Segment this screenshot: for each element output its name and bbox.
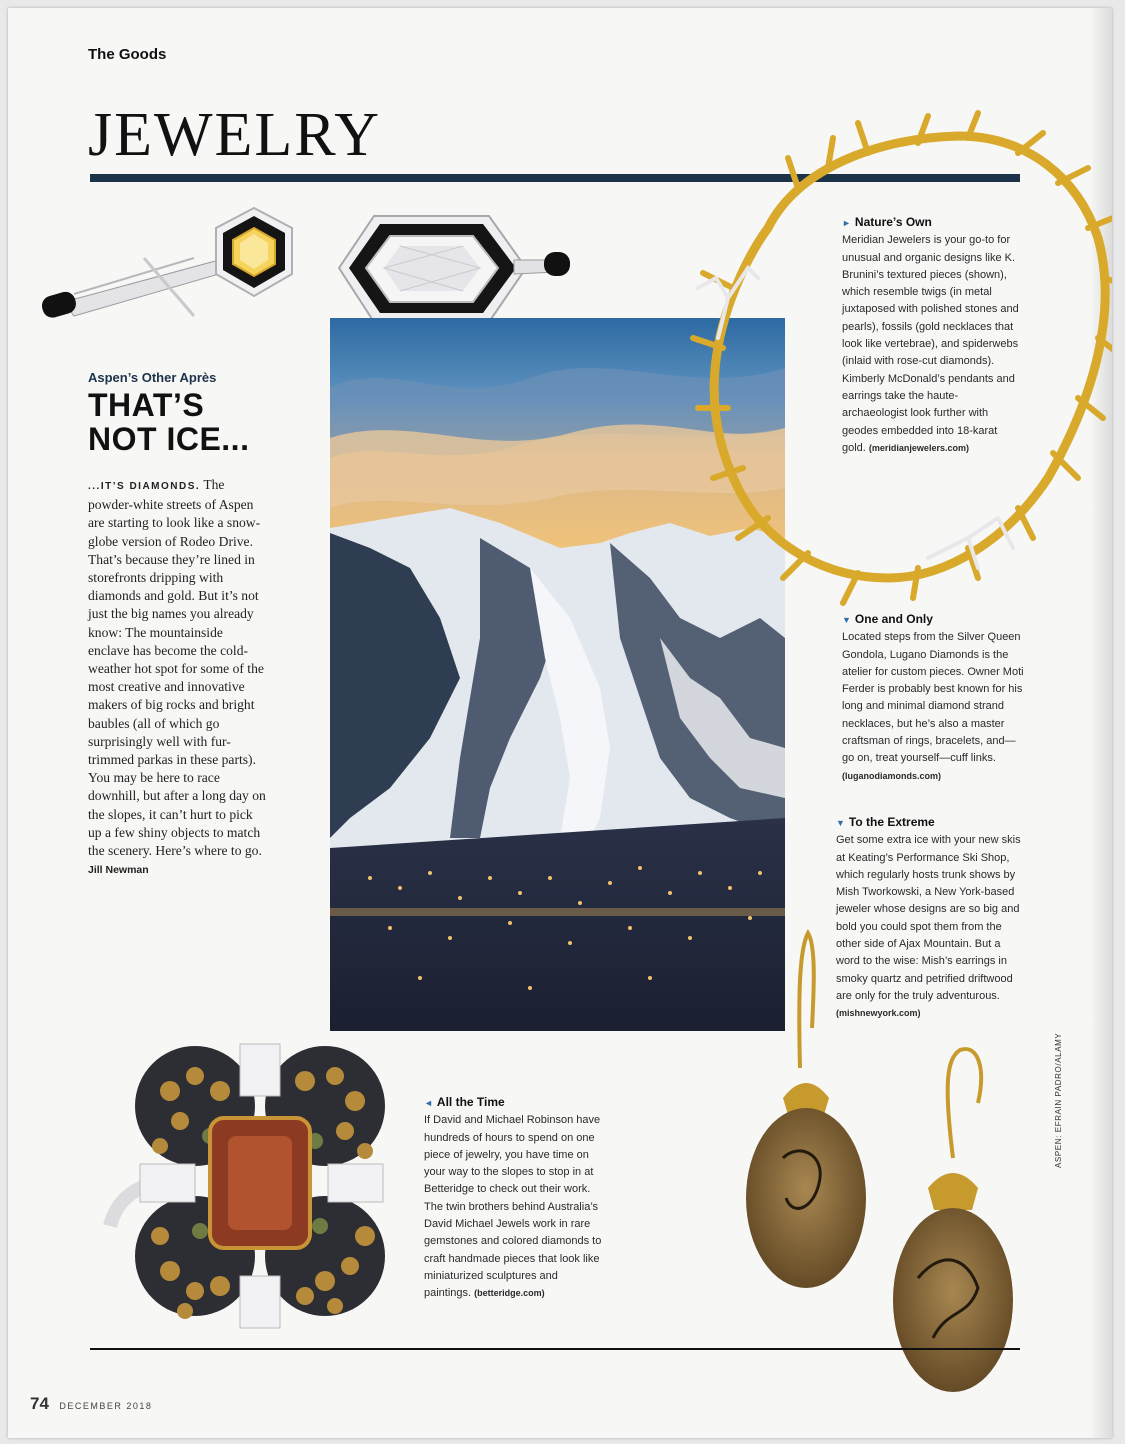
- blurb-url: (meridianjewelers.com): [868, 442, 969, 453]
- page-footer: [30, 1394, 152, 1414]
- blurb-url: (mishnewyork.com): [836, 1008, 921, 1019]
- blurb-body: Get some extra ice with your new skis at Keating’s Performance Ski Shop, which regularly hosts trunk shows by Mish Tworkowski, a New York-based jeweler whose designs are so big and bold you could spot them from the other side of Ajax Mountain. But a word to the wise: Mish’s earrings in smoky quartz and petrified driftwood are only for the truly adventurous.: [836, 834, 1021, 1002]
- gemstone-ring-photo: [100, 1036, 420, 1336]
- feature-kicker: Aspen’s Other Après: [88, 370, 217, 385]
- page-number: 74: [30, 1394, 49, 1413]
- headline-line-2: NOT ICE...: [88, 421, 250, 457]
- page-title: JEWELRY: [88, 101, 381, 169]
- byline: Jill Newman: [88, 864, 149, 877]
- arrow-left-icon: ◄: [424, 1098, 433, 1108]
- blurb-one-and-only: [842, 611, 1024, 785]
- blurb-body: If David and Michael Robinson have hundreds of hours to spend on one piece of jewelry, you have time on your way to the slopes to stop in at Betteridge to check out their work. The twin brothers behind Australia’s David Michael Jewels work in rare gemstones and colored diamonds to craft handmade pieces that look like miniaturized sculptures and paintings.: [424, 1114, 602, 1300]
- headline-line-1: THAT’S: [88, 387, 205, 423]
- blurb-url: (luganodiamonds.com): [842, 770, 941, 781]
- blurb-natures-own: [842, 214, 1022, 457]
- blurb-all-the-time: [424, 1094, 606, 1303]
- arrow-right-icon: ►: [842, 218, 851, 228]
- blurb-url: (betteridge.com): [474, 1288, 545, 1299]
- blurb-heading: ▼ To the Extreme: [836, 815, 935, 829]
- feature-lead: ...IT’S DIAMONDS.: [88, 481, 201, 492]
- driftwood-earrings-photo: [728, 928, 1028, 1398]
- issue-date: DECEMBER 2018: [59, 1401, 153, 1411]
- arrow-down-icon: ▼: [836, 818, 845, 828]
- feature-body-text: The powder-white streets of Aspen are starting to look like a snow-globe version of Rodeo Drive. That’s because they’re lined in storefronts dripping with diamonds and gold. But it’s not just the big names you already know: The mountainside enclave has become the cold-weather hot spot for some of the most creative and innovative makers of big rocks and bright baubles (all of which go surprisingly well with fur-trimmed parkas in these parts). You may be here to race downhill, but after a long day on the slopes, it can’t hurt to pick up a few shiny objects to match the scenery. Here’s where to go.: [88, 477, 266, 859]
- feature-headline: [88, 388, 318, 456]
- photo-credit: ASPEN: EFRAIN PADRO/ALAMY: [1054, 1032, 1063, 1168]
- blurb-heading: ► Nature’s Own: [842, 215, 932, 229]
- blurb-body: Meridian Jewelers is your go-to for unusual and organic designs like K. Brunini’s textured pieces (shown), which resemble twigs (in metal juxtaposed with polished stones and pearls), fossils (gold necklaces that look like vertebrae), and spiderwebs (inlaid with rose-cut diamonds). Kimberly McDonald’s pendants and earrings take the haute-archaeologist look further with geodes embedded into 18-karat gold.: [842, 234, 1019, 454]
- section-label: The Goods: [88, 46, 167, 63]
- blurb-body: Located steps from the Silver Queen Gondola, Lugano Diamonds is the atelier for custom pieces. Owner Moti Ferder is probably best known for his long and minimal diamond strand necklaces, but he’s also a master craftsman of rings, bracelets, and—go on, treat yourself—cuff links.: [842, 631, 1024, 765]
- magazine-page: [8, 8, 1112, 1438]
- feature-body: [88, 476, 266, 879]
- blurb-heading: ▼ One and Only: [842, 612, 933, 626]
- arrow-down-icon: ▼: [842, 615, 851, 625]
- blurb-heading: ◄ All the Time: [424, 1095, 505, 1109]
- bottom-rule: [90, 1348, 1020, 1350]
